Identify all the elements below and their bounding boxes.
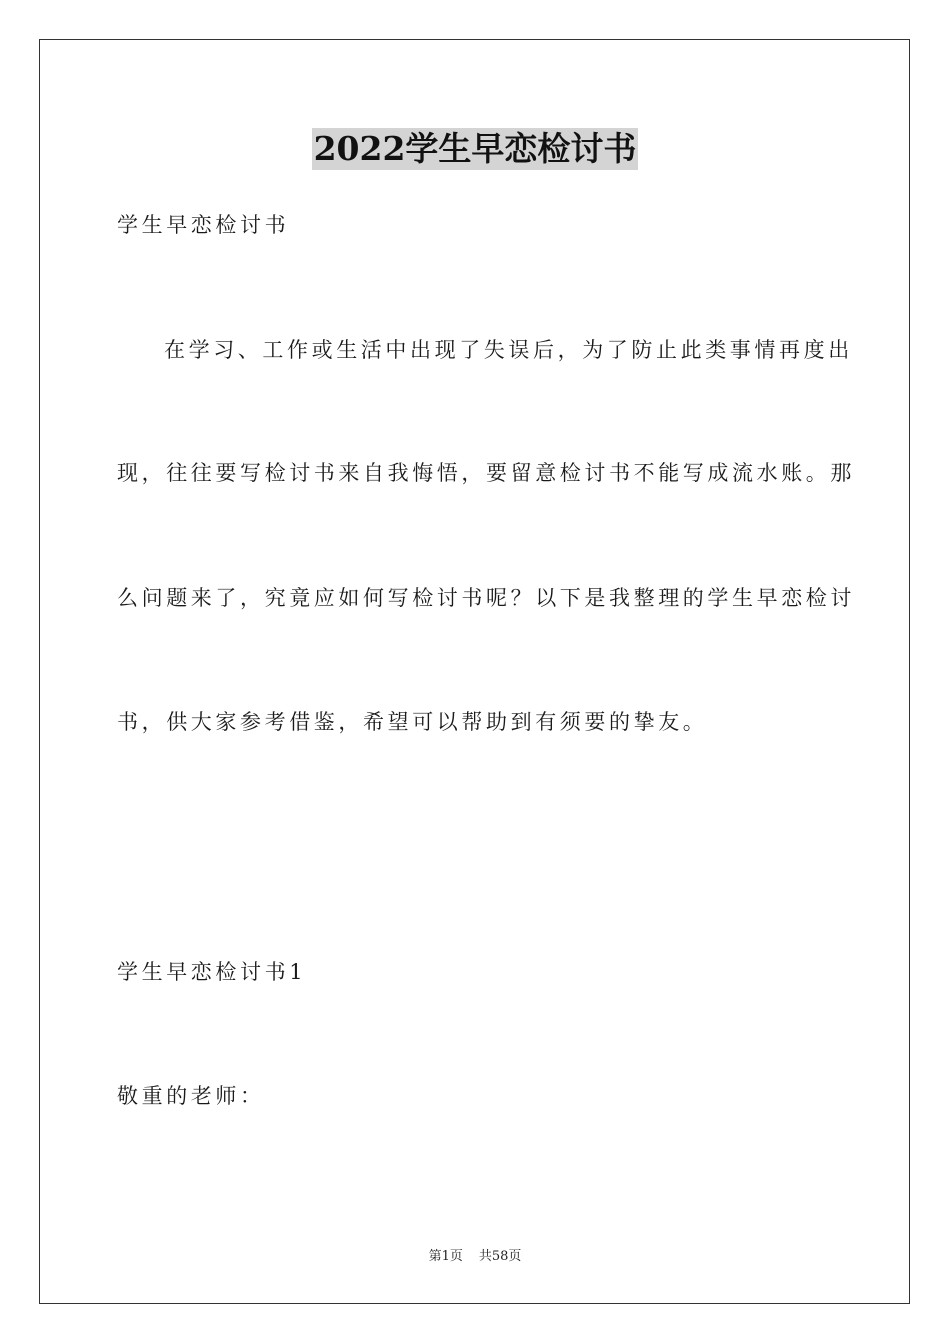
page-total: 共58页: [478, 1249, 522, 1264]
paragraph-line: 么问题来了，究竟应如何写检讨书呢？以下是我整理的学生早恋检讨: [117, 586, 855, 610]
paragraph-line: 现，往往要写检讨书来自我悔悟，要留意检讨书不能写成流水账。那: [117, 461, 855, 485]
paragraph-line: 在学习、工作或生活中出现了失误后，为了防止此类事情再度出: [164, 338, 853, 362]
document-title: 2022学生早恋检讨书: [313, 129, 637, 168]
paragraph-line: 书，供大家参考借鉴，希望可以帮助到有须要的挚友。: [117, 710, 708, 734]
title-container: [0, 128, 950, 170]
section-heading: 学生早恋检讨书1: [117, 960, 307, 984]
subtitle-line: 学生早恋检讨书: [117, 213, 290, 237]
page-number: 第1页: [428, 1249, 463, 1264]
page-footer: [0, 1248, 950, 1266]
salutation: 敬重的老师：: [117, 1084, 265, 1108]
